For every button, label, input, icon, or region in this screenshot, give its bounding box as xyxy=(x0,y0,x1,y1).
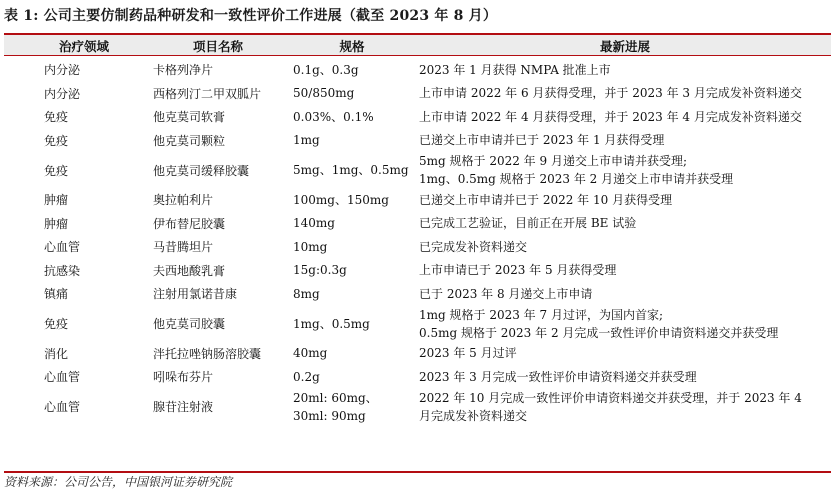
cell-latest-progress xyxy=(419,389,831,425)
cell-specification xyxy=(293,342,411,366)
cell-latest-progress xyxy=(419,82,831,106)
cell-specification-line: 15g:0.3g xyxy=(293,263,347,278)
cell-project-name: 伊布替尼胶囊 xyxy=(153,216,226,231)
table-row xyxy=(4,389,831,425)
cell-therapeutic-area: 内分泌 xyxy=(44,86,81,101)
cell-therapeutic-area: 免疫 xyxy=(44,110,69,125)
cell-specification-line: 50/850mg xyxy=(293,86,355,101)
cell-specification xyxy=(293,105,411,129)
table-row xyxy=(4,282,831,306)
header-specification: 规格 xyxy=(339,39,365,54)
cell-project-name: 注射用氯诺昔康 xyxy=(153,287,238,302)
cell-latest-progress-line: 已于 2023 年 8 月递交上市申请 xyxy=(419,286,593,301)
cell-project-name: 泮托拉唑钠肠溶胶囊 xyxy=(153,346,262,361)
cell-latest-progress-line: 2023 年 1 月获得 NMPA 批准上市 xyxy=(419,62,611,77)
table-row xyxy=(4,342,831,366)
cell-specification-line: 5mg、1mg、0.5mg xyxy=(293,163,409,177)
table-row xyxy=(4,152,831,188)
cell-latest-progress xyxy=(419,259,831,283)
cell-specification-line: 100mg、150mg xyxy=(293,192,389,207)
cell-project-name: 他克莫司缓释胶囊 xyxy=(153,163,250,178)
cell-latest-progress-line: 5mg 规格于 2022 年 9 月递交上市申请并获受理; xyxy=(419,154,687,168)
cell-latest-progress xyxy=(419,188,831,212)
cell-latest-progress xyxy=(419,105,831,129)
cell-project-name: 夫西地酸乳膏 xyxy=(153,263,226,278)
cell-latest-progress xyxy=(419,342,831,366)
cell-specification xyxy=(293,306,411,342)
cell-therapeutic-area: 内分泌 xyxy=(44,63,81,78)
cell-specification-line: 10mg xyxy=(293,239,328,254)
table-row xyxy=(4,365,831,389)
cell-specification-line: 1mg xyxy=(293,133,320,148)
cell-latest-progress-line: 1mg 规格于 2023 年 7 月过评，为国内首家; xyxy=(419,307,663,322)
cell-project-name: 腺苷注射液 xyxy=(153,400,214,414)
cell-latest-progress xyxy=(419,212,831,236)
cell-specification-line: 140mg xyxy=(293,216,335,231)
cell-therapeutic-area: 心血管 xyxy=(44,240,81,255)
table-row xyxy=(4,58,831,82)
cell-therapeutic-area: 免疫 xyxy=(44,163,69,178)
cell-latest-progress xyxy=(419,235,831,259)
cell-latest-progress-line: 已递交上市申请并已于 2023 年 1 月获得受理 xyxy=(419,133,665,148)
cell-latest-progress-line: 2023 年 3 月完成一致性评价申请资料递交并获受理 xyxy=(419,369,697,384)
cell-latest-progress xyxy=(419,306,831,342)
cell-specification xyxy=(293,365,411,389)
header-latest-progress: 最新进展 xyxy=(599,39,650,54)
cell-specification xyxy=(293,152,411,188)
cell-project-name: 奥拉帕利片 xyxy=(153,193,214,208)
table-row xyxy=(4,105,831,129)
cell-latest-progress-line: 1mg、0.5mg 规格于 2023 年 2 月递交上市申请并获受理 xyxy=(419,172,734,186)
header-project-name: 项目名称 xyxy=(192,39,243,54)
cell-latest-progress xyxy=(419,282,831,306)
cell-latest-progress-line: 2023 年 5 月过评 xyxy=(419,346,517,361)
cell-specification xyxy=(293,282,411,306)
cell-project-name: 他克莫司软膏 xyxy=(153,110,226,125)
cell-latest-progress xyxy=(419,152,831,188)
cell-project-name: 马昔腾坦片 xyxy=(153,240,214,255)
cell-therapeutic-area: 免疫 xyxy=(44,317,69,331)
cell-latest-progress-line: 0.5mg 规格于 2023 年 2 月完成一致性评价申请资料递交并获受理 xyxy=(419,325,779,340)
cell-latest-progress xyxy=(419,58,831,82)
cell-specification xyxy=(293,212,411,236)
cell-latest-progress-line: 2022 年 10 月完成一致性评价申请资料递交并获受理，并于 2023 年 4 xyxy=(419,390,802,405)
cell-project-name: 西格列汀二甲双胍片 xyxy=(153,86,262,101)
cell-specification-line: 40mg xyxy=(293,346,328,361)
table-header-row xyxy=(4,35,831,56)
header-therapeutic-area: 治疗领域 xyxy=(58,39,109,54)
cell-specification-line: 20ml: 60mg、 xyxy=(293,390,378,405)
cell-latest-progress xyxy=(419,365,831,389)
cell-specification-line: 30ml: 90mg xyxy=(293,408,366,423)
cell-specification-line: 1mg、0.5mg xyxy=(293,316,370,331)
source-note: 资料来源：公司公告，中国银河证券研究院 xyxy=(4,475,233,489)
cell-therapeutic-area: 心血管 xyxy=(44,370,81,385)
cell-specification xyxy=(293,188,411,212)
cell-specification-line: 8mg xyxy=(293,286,320,301)
cell-specification-line: 0.03%、0.1% xyxy=(293,109,374,124)
cell-latest-progress xyxy=(419,129,831,153)
table-row xyxy=(4,82,831,106)
cell-specification-line: 0.2g xyxy=(293,369,320,384)
cell-project-name: 卡格列净片 xyxy=(153,63,214,78)
cell-latest-progress-line: 上市申请已于 2023 年 5 月获得受理 xyxy=(419,263,617,278)
cell-therapeutic-area: 镇痛 xyxy=(44,287,69,302)
table-row xyxy=(4,188,831,212)
cell-specification xyxy=(293,389,411,425)
cell-latest-progress-line: 已完成发补资料递交 xyxy=(419,239,528,254)
cell-project-name: 他克莫司颗粒 xyxy=(153,133,226,148)
cell-therapeutic-area: 消化 xyxy=(44,346,69,361)
generic-progress-table xyxy=(4,33,831,473)
cell-latest-progress-line: 上市申请 2022 年 6 月获得受理，并于 2023 年 3 月完成发补资料递交 xyxy=(419,86,802,101)
table-row xyxy=(4,306,831,342)
table-title: 表 1: 公司主要仿制药品种研发和一致性评价工作进展（截至 2023 年 8 月） xyxy=(4,8,498,24)
table-row xyxy=(4,212,831,236)
cell-therapeutic-area: 肿瘤 xyxy=(44,216,69,231)
cell-therapeutic-area: 抗感染 xyxy=(44,263,81,278)
cell-latest-progress-line: 月完成发补资料递交 xyxy=(419,408,528,423)
cell-specification-line: 0.1g、0.3g xyxy=(293,62,359,77)
cell-latest-progress-line: 已递交上市申请并已于 2022 年 10 月获得受理 xyxy=(419,192,673,207)
cell-specification xyxy=(293,58,411,82)
cell-specification xyxy=(293,82,411,106)
cell-latest-progress-line: 上市申请 2022 年 4 月获得受理，并于 2023 年 4 月完成发补资料递交 xyxy=(419,109,802,124)
cell-therapeutic-area: 免疫 xyxy=(44,133,69,148)
cell-latest-progress-line: 已完成工艺验证，目前正在开展 BE 试验 xyxy=(419,216,637,231)
cell-therapeutic-area: 心血管 xyxy=(44,400,81,414)
table-row xyxy=(4,259,831,283)
table-row xyxy=(4,235,831,259)
cell-specification xyxy=(293,259,411,283)
cell-therapeutic-area: 肿瘤 xyxy=(44,193,69,208)
table-row xyxy=(4,129,831,153)
cell-specification xyxy=(293,129,411,153)
cell-project-name: 他克莫司胶囊 xyxy=(153,317,226,331)
cell-specification xyxy=(293,235,411,259)
cell-project-name: 吲哚布芬片 xyxy=(153,370,214,385)
